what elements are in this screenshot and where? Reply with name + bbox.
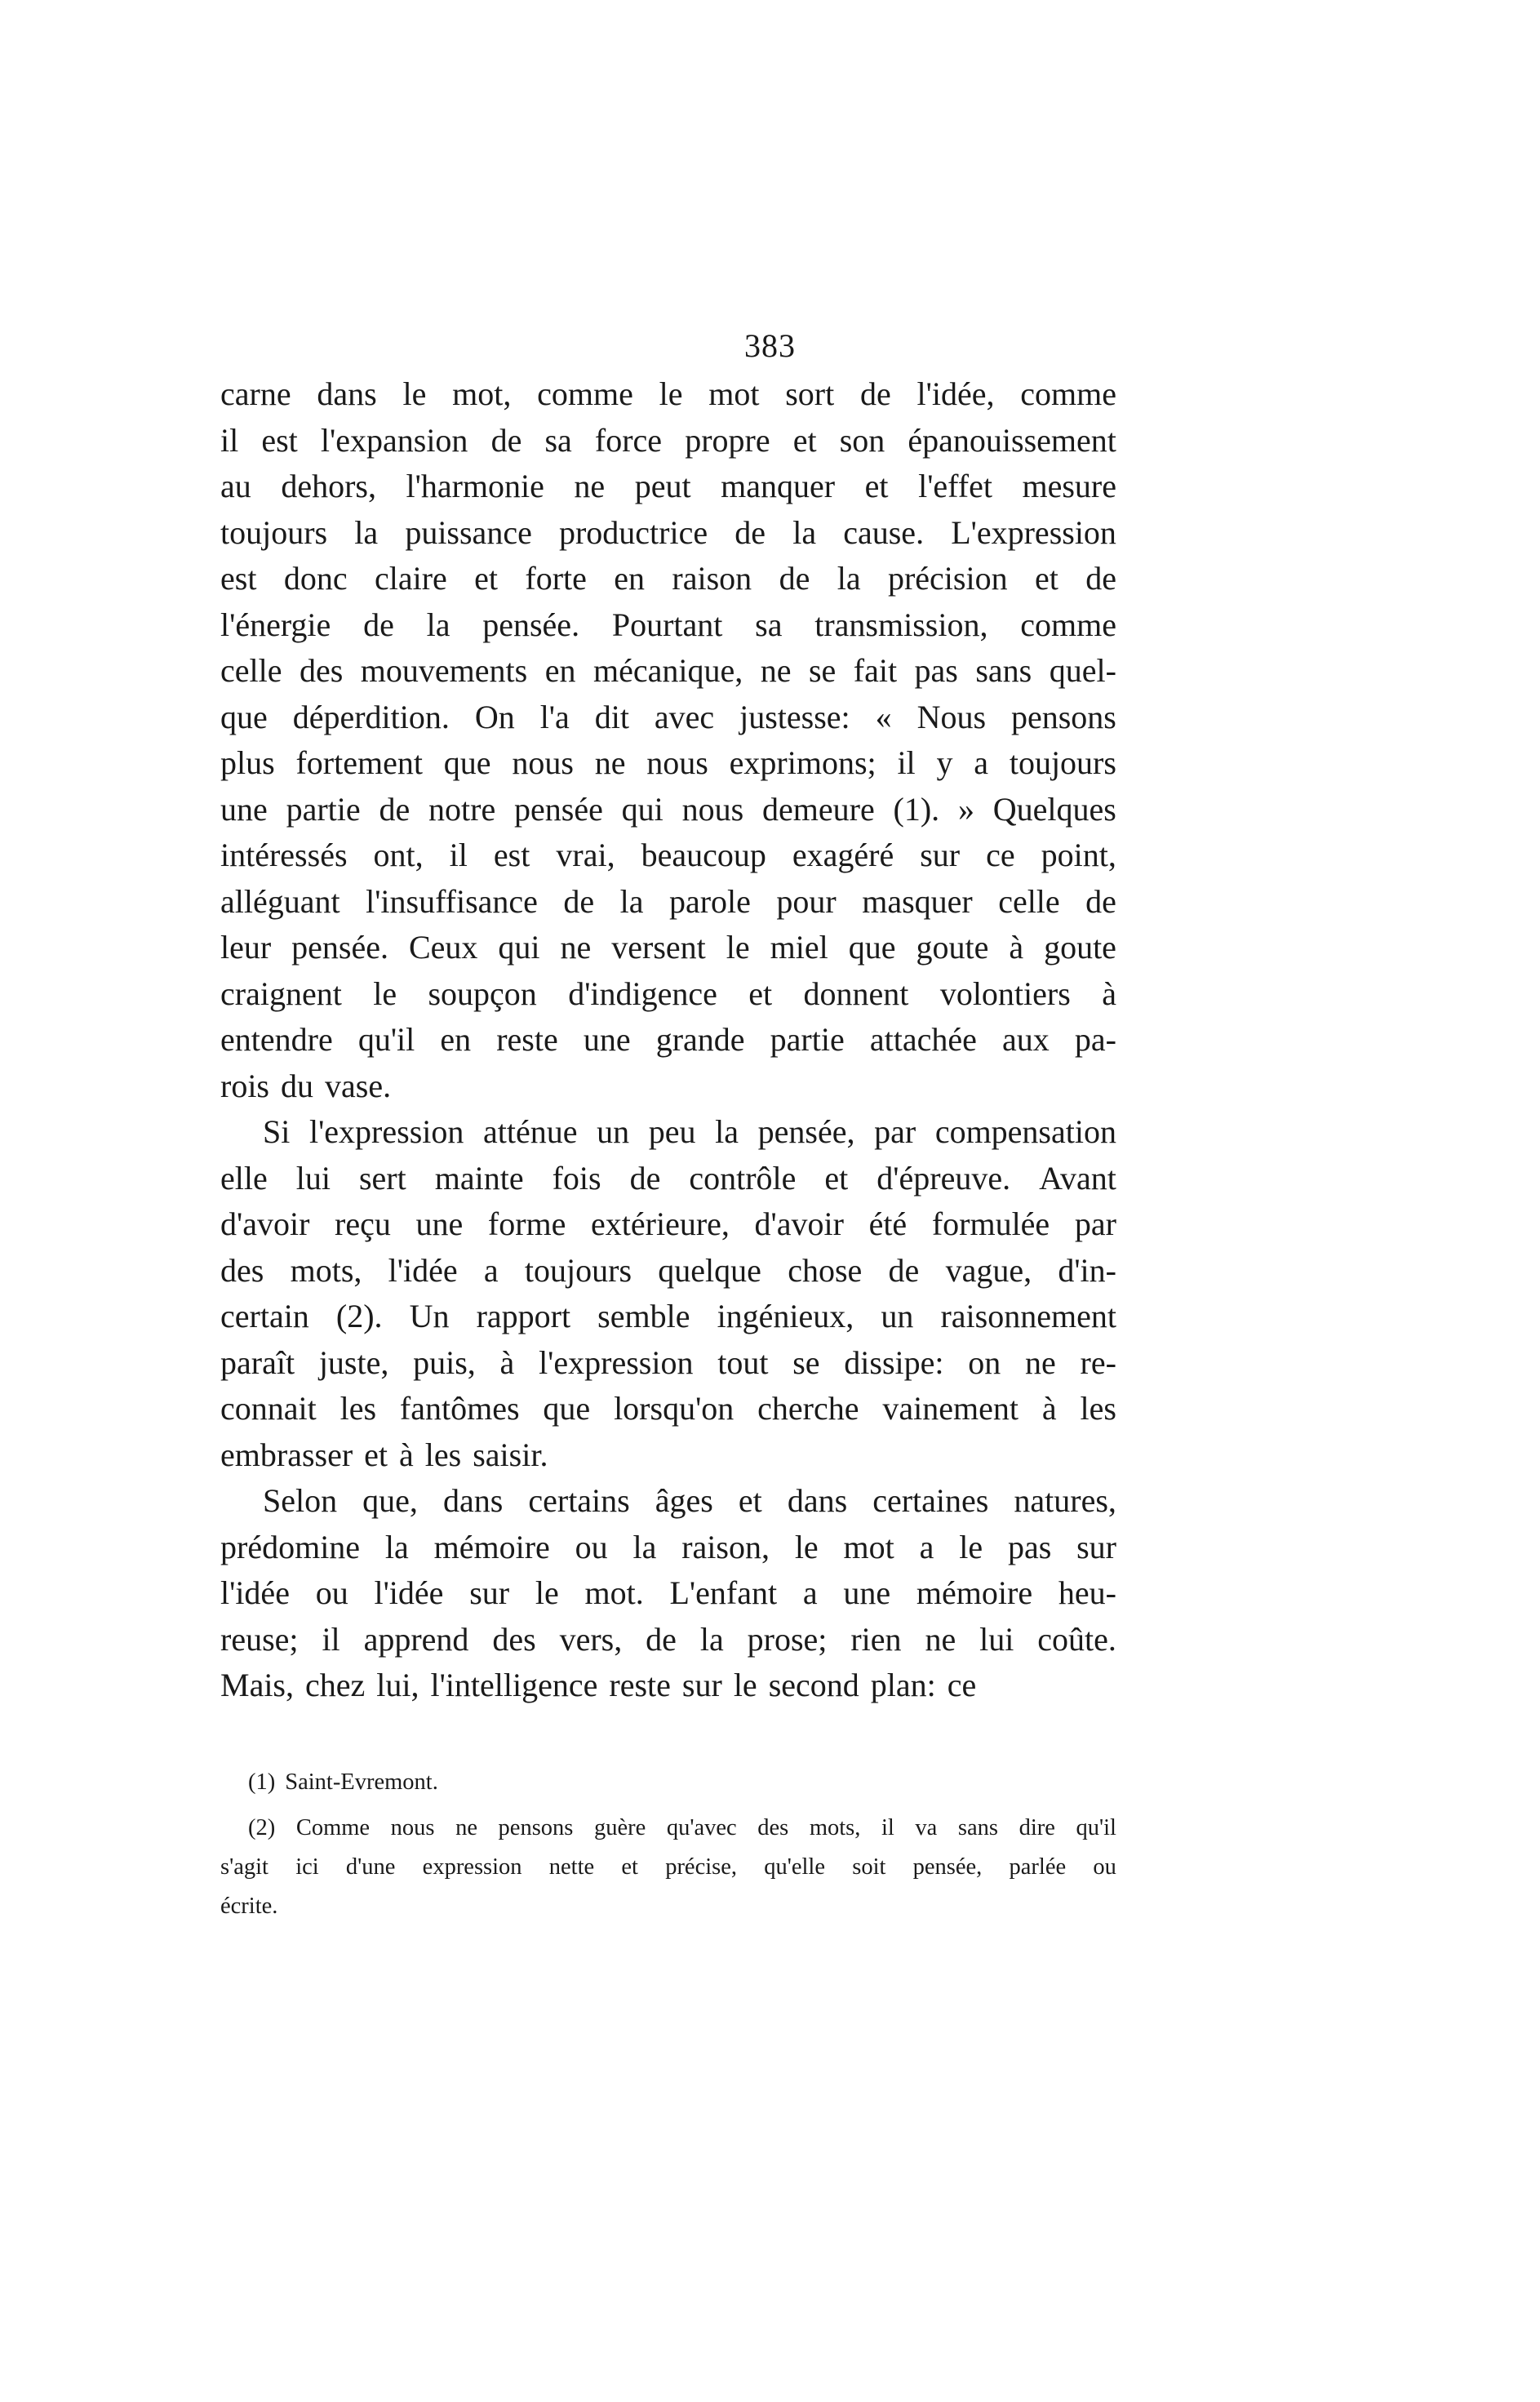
paragraph-1-line: que déperdition. On l'a dit avec justesse: « Nous pensons (220, 698, 1116, 735)
paragraph-2-line: elle lui sert mainte fois de contrôle et d'épreuve. Avant (220, 1159, 1116, 1197)
paragraph-3-line: Mais, chez lui, l'intelligence reste sur le second plan: ce (220, 1667, 977, 1703)
footnote-2-line: (2) Comme nous ne pensons guère qu'avec des mots, il va sans dire qu'il (248, 1815, 1116, 1840)
paragraph-1-line: une partie de notre pensée qui nous demeure (1). » Quelques (220, 790, 1116, 828)
main-text (220, 371, 1116, 1709)
paragraph-1-line: entendre qu'il en reste une grande partie attachée aux pa- (220, 1021, 1116, 1058)
paragraph-1-line: celle des mouvements en mécanique, ne se fait pas sans quel- (220, 652, 1116, 689)
paragraph-2-line: d'avoir reçu une forme extérieure, d'avoir été formulée par (220, 1205, 1116, 1242)
paragraph-1-line: toujours la puissance productrice de la cause. L'expression (220, 513, 1116, 551)
paragraph-2-line: certain (2). Un rapport semble ingénieux, un raisonnement (220, 1298, 1116, 1334)
paragraph-1-line: au dehors, l'harmonie ne peut manquer et l'effet mesure (220, 468, 1116, 504)
footnote-1-line: (1) Saint-Evremont. (248, 1769, 438, 1795)
paragraph-3-line: prédomine la mémoire ou la raison, le mot a le pas sur (220, 1528, 1116, 1565)
paragraph-1-line: il est l'expansion de sa force propre et son épanouissement (220, 421, 1116, 459)
footnote-2-line: s'agit ici d'une expression nette et précise, qu'elle soit pensée, parlée ou (220, 1854, 1116, 1880)
paragraph-3-line: Selon que, dans certains âges et dans certaines natures, (263, 1482, 1116, 1519)
paragraph-2-line: Si l'expression atténue un peu la pensée, par compensation (263, 1113, 1116, 1150)
paragraph-1-line: leur pensée. Ceux qui ne versent le miel que goute à goute (220, 929, 1116, 966)
paragraph-2-line: connait les fantômes que lorsqu'on cherche vainement à les (220, 1390, 1116, 1427)
paragraph-3-line: reuse; il apprend des vers, de la prose; rien ne lui coûte. (220, 1620, 1116, 1658)
paragraph-1-line: plus fortement que nous ne nous exprimons; il y a toujours (220, 744, 1116, 781)
paragraph-1-line: carne dans le mot, comme le mot sort de l'idée, comme (220, 375, 1116, 412)
footnote-2-line: écrite. (220, 1894, 278, 1919)
footnotes (220, 1763, 1116, 1926)
paragraph-2-line: des mots, l'idée a toujours quelque chose de vague, d'in- (220, 1251, 1116, 1289)
paragraph-3-line: l'idée ou l'idée sur le mot. L'enfant a une mémoire heu- (220, 1574, 1116, 1611)
paragraph-1-line: alléguant l'insuffisance de la parole pour masquer celle de (220, 882, 1116, 920)
paragraph-1-line: rois du vase. (220, 1067, 392, 1104)
paragraph-1-line: intéressés ont, il est vrai, beaucoup exagéré sur ce point, (220, 837, 1116, 873)
paragraph-1-line: est donc claire et forte en raison de la précision et de (220, 560, 1116, 597)
paragraph-1-line: craignent le soupçon d'indigence et donnent volontiers à (220, 975, 1116, 1012)
paragraph-2-line: embrasser et à les saisir. (220, 1436, 548, 1473)
page-number: 383 (744, 327, 796, 364)
paragraph-2-line: paraît juste, puis, à l'expression tout se dissipe: on ne re- (220, 1343, 1116, 1381)
paragraph-1-line: l'énergie de la pensée. Pourtant sa transmission, comme (220, 606, 1116, 643)
